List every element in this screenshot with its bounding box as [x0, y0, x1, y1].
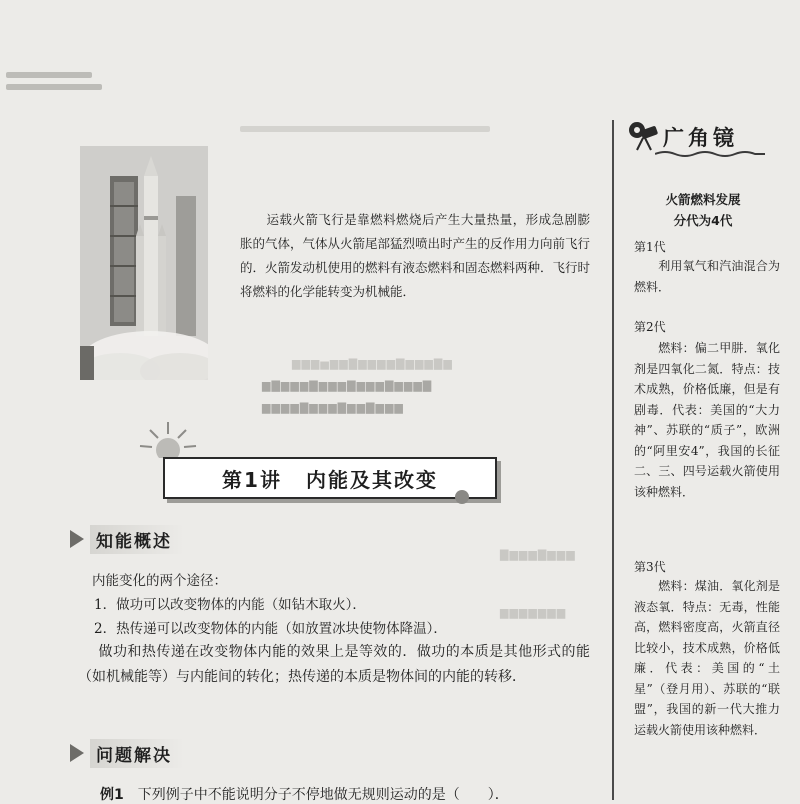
- overview-line: 内能变化的两个途径：: [92, 573, 227, 589]
- intro-paragraph: 运载火箭飞行是靠燃料燃烧后产生大量热量，形成急剧膨胀的气体，气体从火箭尾部猛烈喷出时产生的反作用力向前飞行的．火箭发动机使用的燃料有液态燃料和固态燃料两种．飞行时将燃料的化学能转变为机械能．: [240, 212, 591, 299]
- example-text: 下列例子中不能说明分子不停地做无规则运动的是（ ）．: [137, 787, 509, 803]
- header-mark: [6, 84, 102, 90]
- lecture-number: 第1讲: [222, 467, 282, 492]
- sidebar-subtitle: 分代为4代: [673, 213, 733, 228]
- sidebar-title: 广角镜: [663, 126, 738, 150]
- lecture-title: 内能及其改变: [305, 467, 438, 492]
- banner-dot: [455, 490, 469, 504]
- triangle-icon: [70, 744, 84, 762]
- overview-line: 1．做功可以改变物体的内能（如钻木取火）．: [94, 597, 366, 613]
- bleed-through-mark: ▆▆▆▆▆▆▆: [500, 606, 567, 619]
- sun-ornament: [138, 418, 198, 458]
- bleed-through-mark: ▇▆▆▆▇▆▆▆: [500, 548, 576, 561]
- bleed-through-mark: ▆▆▆▆▇▆▆▆▇▆▆▇▆▆▆: [262, 401, 404, 414]
- section-heading-problem-solving: 问题解决: [70, 740, 184, 766]
- sidebar-header: [625, 116, 765, 160]
- lecture-title-banner: [163, 457, 497, 499]
- bleed-through-mark: ▆▇▆▆▆▇▆▆▆▇▆▆▆▇▆▆▆▇: [262, 379, 433, 392]
- sidebar-subtitle: 火箭燃料发展: [665, 192, 741, 207]
- bleed-through-mark: ▆▆▆▅▆▆▇▆▆▆▆▇▆▆▆▇▆: [292, 357, 453, 370]
- example-label: 例1: [100, 787, 124, 803]
- generation-text: 燃料：煤油．氧化剂是液态氧．特点：无毒，性能高，燃料密度高，火箭直径比较小，技术成熟，价格低廉．代表：美国的“土星”（登月用）、苏联的“联盟”，我国的新一代大推力运载火箭使用该种燃料．: [634, 579, 780, 737]
- triangle-icon: [70, 530, 84, 548]
- example-question: [100, 784, 509, 804]
- rocket-launch-photo: [80, 146, 208, 380]
- overview-paragraph: 做功和热传递在改变物体内能的效果上是等效的．做功的本质是其他形式的能（如机械能等）与内能间的转化；热传递的本质是物体间的内能的转移．: [78, 644, 590, 685]
- generation-label: 第3代: [634, 560, 666, 574]
- generation-text: 利用氧气和汽油混合为燃料．: [634, 259, 780, 294]
- telescope-icon: [627, 118, 661, 152]
- sidebar-divider: [612, 120, 614, 800]
- generation-label: 第2代: [634, 320, 666, 334]
- ribbon-ornament: [655, 150, 765, 158]
- section-heading-overview: 知能概述: [70, 526, 184, 552]
- generation-label: 第1代: [634, 240, 666, 254]
- generation-text: 燃料：偏二甲肼．氧化剂是四氧化二氮．特点：技术成熟，价格低廉，但是有剧毒．代表：美国的“大力神”、苏联的“质子”，欧洲的“阿里安4”，我国的长征二、三、四号运载火箭使用该种燃料．: [634, 341, 780, 499]
- header-mark: [6, 72, 92, 78]
- overview-line: 2．热传递可以改变物体的内能（如放置冰块使物体降温）．: [94, 621, 447, 637]
- header-mark: [240, 126, 490, 132]
